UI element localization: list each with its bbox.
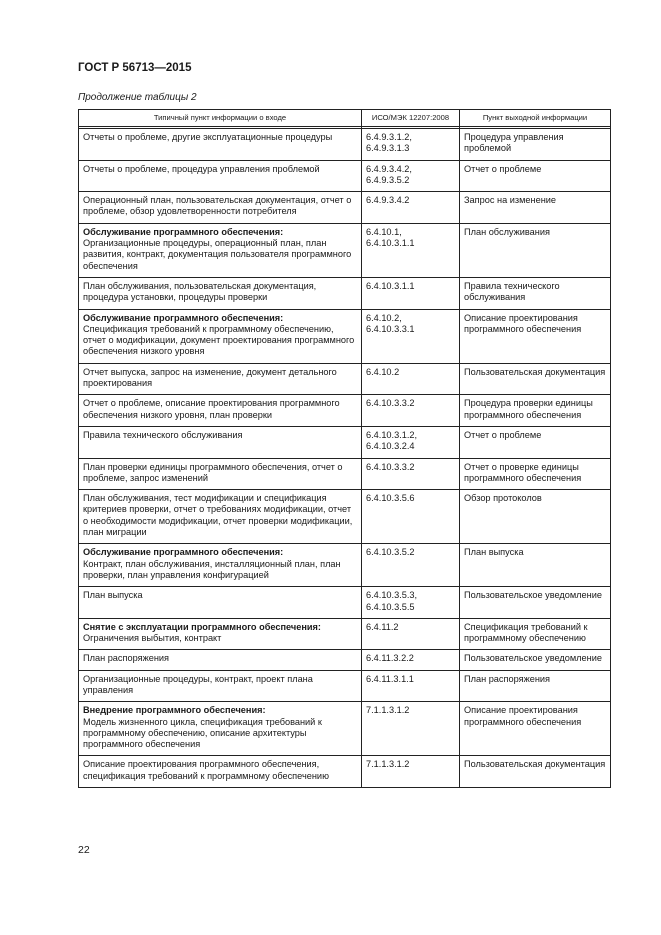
cell-input-info [79, 490, 362, 544]
cell-input-text: План распоряжения [83, 653, 170, 664]
cell-input-info [79, 363, 362, 395]
cell-input-info [79, 458, 362, 490]
cell-input-text: Отчет выпуска, запрос на изменение, документ детального проектирования [83, 366, 337, 389]
cell-input-heading: Обслуживание программного обеспечения: [83, 547, 284, 558]
cell-input-info [79, 756, 362, 788]
table-row [79, 618, 611, 650]
cell-input-text: План обслуживания, пользовательская документация, процедура установки, процедуры проверки [83, 280, 317, 303]
cell-output-info: Отчет о проблеме [460, 426, 611, 458]
column-header-standard-ref: ИСО/МЭК 12207:2008 [362, 110, 460, 127]
cell-input-text: План обслуживания, тест модификации и спецификация критериев проверки, отчет о требованиях модификации, отчет о необходимости модификации, отчет проверки модификации, план миграции [83, 493, 353, 538]
cell-input-text: Описание проектирования программного обеспечения, спецификация требований к программному обеспечению [83, 759, 329, 781]
document-header-standard: ГОСТ Р 56713—2015 [78, 62, 192, 74]
cell-input-info [79, 587, 362, 619]
table-row [79, 395, 611, 427]
cell-standard-ref: 6.4.10.3.3.2 [362, 395, 460, 427]
cell-output-info: Запрос на изменение [460, 192, 611, 224]
cell-standard-ref: 6.4.11.3.1.1 [362, 670, 460, 702]
cell-output-info: План обслуживания [460, 223, 611, 277]
cell-output-info: Пользовательское уведомление [460, 650, 611, 670]
table-row [79, 192, 611, 224]
cell-input-text: Отчеты о проблеме, процедура управления проблемой [83, 163, 320, 174]
cell-standard-ref: 6.4.10.2 [362, 363, 460, 395]
cell-standard-ref: 6.4.9.3.1.2, 6.4.9.3.1.3 [362, 129, 460, 161]
table-row [79, 544, 611, 587]
cell-input-info [79, 702, 362, 756]
cell-standard-ref: 7.1.1.3.1.2 [362, 756, 460, 788]
table-row [79, 670, 611, 702]
table-row [79, 587, 611, 619]
cell-standard-ref: 6.4.9.3.4.2, 6.4.9.3.5.2 [362, 160, 460, 192]
cell-standard-ref: 6.4.10.3.5.3, 6.4.10.3.5.5 [362, 587, 460, 619]
cell-input-info [79, 670, 362, 702]
table-row [79, 160, 611, 192]
cell-output-info: План распоряжения [460, 670, 611, 702]
cell-input-text: План выпуска [83, 590, 143, 601]
cell-standard-ref: 6.4.10.3.5.2 [362, 544, 460, 587]
cell-input-info [79, 277, 362, 309]
cell-output-info: Отчет о проверке единицы программного обеспечения [460, 458, 611, 490]
cell-output-info: Описание проектирования программного обеспечения [460, 309, 611, 363]
cell-standard-ref: 6.4.10.1, 6.4.10.3.1.1 [362, 223, 460, 277]
cell-standard-ref: 6.4.10.3.1.1 [362, 277, 460, 309]
column-header-input: Типичный пункт информации о входе [79, 110, 362, 127]
cell-input-text: Ограничения выбытия, контракт [83, 633, 222, 644]
cell-input-text: План проверки единицы программного обеспечения, отчет о проблеме, запрос изменений [83, 461, 343, 483]
cell-standard-ref: 7.1.1.3.1.2 [362, 702, 460, 756]
cell-output-info: Пользовательская документация [460, 756, 611, 788]
table-row [79, 129, 611, 161]
cell-output-info: Описание проектирования программного обеспечения [460, 702, 611, 756]
cell-output-info: Правила технического обслуживания [460, 277, 611, 309]
table-row [79, 756, 611, 788]
cell-input-text: Организационные процедуры, контракт, проект плана управления [83, 673, 313, 695]
cell-standard-ref: 6.4.10.2, 6.4.10.3.3.1 [362, 309, 460, 363]
cell-input-info [79, 395, 362, 427]
cell-input-text: Контракт, план обслуживания, инсталляционный план, план проверки, план управления конфигурацией [83, 558, 341, 580]
requirements-table [78, 109, 611, 788]
cell-output-info: Процедура управления проблемой [460, 129, 611, 161]
cell-input-text: Правила технического обслуживания [83, 429, 243, 440]
cell-input-text: Отчеты о проблеме, другие эксплуатационные процедуры [83, 132, 333, 142]
cell-input-info [79, 618, 362, 650]
cell-output-info: Обзор протоколов [460, 490, 611, 544]
cell-input-info [79, 426, 362, 458]
cell-output-info: Процедура проверки единицы программного обеспечения [460, 395, 611, 427]
cell-input-heading: Обслуживание программного обеспечения: [83, 312, 284, 323]
cell-input-info [79, 192, 362, 224]
table-caption: Продолжение таблицы 2 [78, 92, 197, 103]
table-row [79, 309, 611, 363]
cell-standard-ref: 6.4.9.3.4.2 [362, 192, 460, 224]
cell-input-text: Операционный план, пользовательская документация, отчет о проблеме, обзор удовлетворенности потребителя [83, 195, 352, 217]
cell-input-info [79, 544, 362, 587]
cell-output-info: Отчет о проблеме [460, 160, 611, 192]
cell-output-info: Пользовательская документация [460, 363, 611, 395]
table-body [79, 127, 611, 788]
cell-input-text: Отчет о проблеме, описание проектирования программного обеспечения низкого уровня, план проверки [83, 398, 340, 420]
table-row [79, 650, 611, 670]
cell-input-text: Организационные процедуры, операционный план, план развития, контракт, документация пользователя программного обеспечения [83, 238, 352, 271]
cell-input-info [79, 160, 362, 192]
table-row [79, 702, 611, 756]
cell-input-heading: Внедрение программного обеспечения: [83, 705, 266, 716]
cell-input-text: Спецификация требований к программному обеспечению, отчет о модификации, документ проектирования программного обеспечения низкого уровня [83, 323, 355, 357]
cell-output-info: План выпуска [460, 544, 611, 587]
cell-input-info [79, 650, 362, 670]
cell-standard-ref: 6.4.11.3.2.2 [362, 650, 460, 670]
column-header-output: Пункт выходной информации [460, 110, 611, 127]
table-row [79, 277, 611, 309]
table-row [79, 426, 611, 458]
cell-input-text: Модель жизненного цикла, спецификация требований к программному обеспечению, описание архитектуры программного обеспечения [83, 716, 322, 750]
cell-input-info [79, 223, 362, 277]
table-row [79, 490, 611, 544]
cell-output-info: Спецификация требований к программному обеспечению [460, 618, 611, 650]
cell-standard-ref: 6.4.10.3.5.6 [362, 490, 460, 544]
cell-output-info: Пользовательское уведомление [460, 587, 611, 619]
table-row [79, 458, 611, 490]
cell-standard-ref: 6.4.10.3.3.2 [362, 458, 460, 490]
cell-input-heading: Обслуживание программного обеспечения: [83, 226, 284, 237]
cell-input-info [79, 129, 362, 161]
cell-input-heading: Снятие с эксплуатации программного обеспечения: [83, 621, 321, 632]
cell-standard-ref: 6.4.11.2 [362, 618, 460, 650]
page-number: 22 [78, 844, 90, 856]
cell-input-info [79, 309, 362, 363]
table-row [79, 363, 611, 395]
table-row [79, 223, 611, 277]
table-header-row [79, 110, 611, 127]
cell-standard-ref: 6.4.10.3.1.2, 6.4.10.3.2.4 [362, 426, 460, 458]
